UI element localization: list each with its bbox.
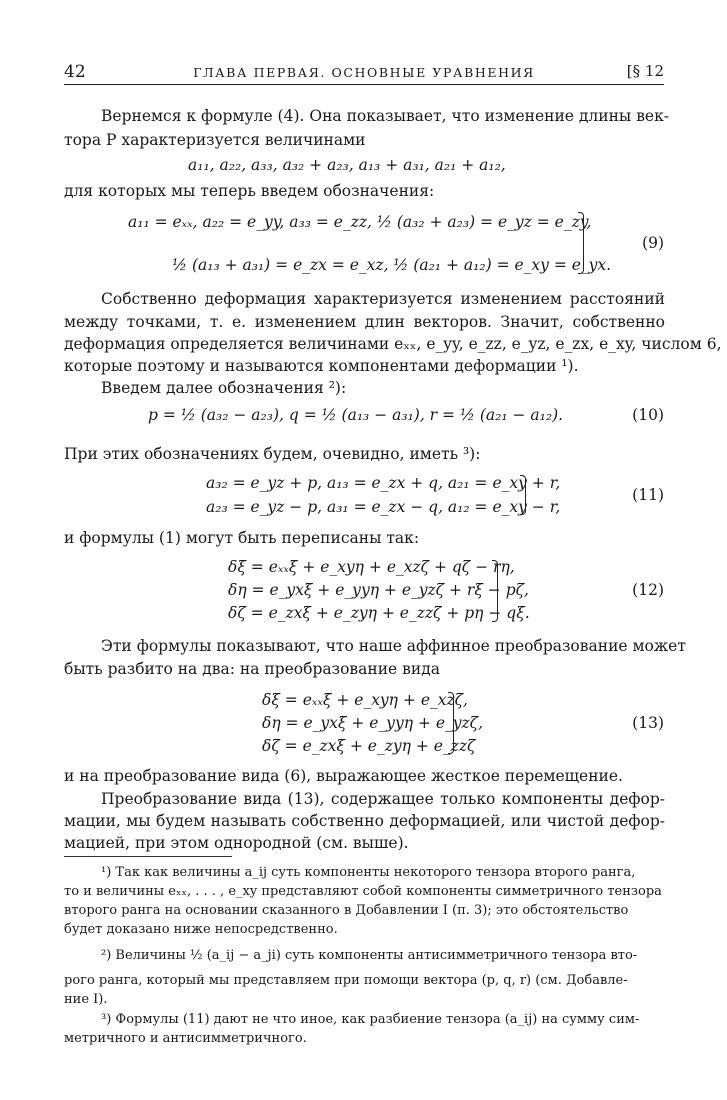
footnote-line: ние I). [64,992,108,1007]
equation-13-line-2: δη = e_yxξ + e_yyη + e_yzζ, [262,714,483,732]
paragraph-line: и на преобразование вида (6), выражающее жесткое перемещение. [64,767,623,785]
footnote-line: ¹) Так как величины a_ij суть компоненты некоторого тензора второго ранга, [101,865,636,880]
paragraph-line: Введем далее обозначения ²): [101,379,347,397]
right-brace [448,692,454,754]
equation-12-line-2: δη = e_yxξ + e_yyη + e_yzζ + rξ − pζ, [228,581,529,599]
running-header [64,62,664,85]
paragraph-line: между точками, т. е. изменением длин векторов. Значит, собственно [64,313,665,331]
right-brace [492,560,498,622]
equation-12-line-1: δξ = eₓₓξ + e_xyη + e_xzζ + qζ − rη, [228,558,515,576]
paragraph-line: мации, мы будем называть собственно деформацией, или чистой дефор- [64,812,665,830]
equation-12-line-3: δζ = e_zxξ + e_zyη + e_zzζ + pη − qξ. [228,604,530,622]
chapter-title: ГЛАВА ПЕРВАЯ. ОСНОВНЫЕ УРАВНЕНИЯ [193,65,535,80]
equation-10: p = ½ (a₃₂ − a₂₃), q = ½ (a₁₃ − a₃₁), r = ½ (a₂₁ − a₁₂). [148,406,564,424]
equation-number: (9) [642,234,664,252]
equation-11-line-1: a₃₂ = e_yz + p, a₁₃ = e_zx + q, a₂₁ = e_xy + r, [206,474,561,492]
footnote-line: метричного и антисимметричного. [64,1031,307,1046]
equation-a-list: a₁₁, a₂₂, a₃₃, a₃₂ + a₂₃, a₁₃ + a₃₁, a₂₁ + a₁₂, [188,156,506,174]
section-marker: [§ 12 [626,62,664,80]
footnote-line: рого ранга, который мы представляем при помощи вектора (p, q, r) (см. Добавле- [64,973,628,988]
equation-9-line-1: a₁₁ = eₓₓ, a₂₂ = e_yy, a₃₃ = e_zz, ½ (a₃₂ + a₂₃) = e_yz = e_zy, [128,213,592,231]
paragraph-line: деформация определяется величинами eₓₓ, e_yy, e_zz, e_yz, e_zx, e_xy, числом 6, [64,335,722,353]
paragraph-line: Вернемся к формуле (4). Она показывает, что изменение длины век- [101,107,670,125]
paragraph-line: Преобразование вида (13), содержащее только компоненты дефор- [101,790,665,808]
equation-number: (13) [632,714,664,732]
footnote-line: будет доказано ниже непосредственно. [64,922,338,937]
equation-number: (10) [632,406,664,424]
paragraph-line: мацией, при этом однородной (см. выше). [64,834,409,852]
footnote-line: второго ранга на основании сказанного в Добавлении I (п. 3); это обстоятельство [64,903,629,918]
paragraph-line: которые поэтому и называются компонентами деформации ¹). [64,357,579,375]
footnote-line: ³) Формулы (11) дают не что иное, как разбиение тензора (a_ij) на сумму сим- [101,1012,640,1027]
paragraph-line: для которых мы теперь введем обозначения: [64,182,435,200]
paragraph-line: и формулы (1) могут быть переписаны так: [64,529,420,547]
footnote-line: ²) Величины ½ (a_ij − a_ji) суть компоненты антисимметричного тензора вто- [101,948,638,963]
footnote-line: то и величины eₓₓ, . . . , e_xy представляют собой компоненты симметричного тензора [64,884,662,899]
paragraph-line: тора P характеризуется величинами [64,131,366,149]
equation-number: (11) [632,486,664,504]
equation-9-line-2: ½ (a₁₃ + a₃₁) = e_zx = e_xz, ½ (a₂₁ + a₁₂) = e_xy = e_yx. [172,256,612,274]
paragraph-line: быть разбито на два: на преобразование вида [64,660,440,678]
footnote-rule [64,856,232,857]
paragraph-line: При этих обозначениях будем, очевидно, иметь ³): [64,445,481,463]
paragraph-line: Эти формулы показывают, что наше аффинное преобразование может [101,637,686,655]
equation-number: (12) [632,581,664,599]
paragraph-line: Собственно деформация характеризуется изменением расстояний [101,290,665,308]
equation-13-line-1: δξ = eₓₓξ + e_xyη + e_xzζ, [262,691,468,709]
page-number: 42 [64,62,86,82]
equation-11-line-2: a₂₃ = e_yz − p, a₃₁ = e_zx − q, a₁₂ = e_xy − r, [206,498,561,516]
right-brace [578,212,584,274]
equation-13-line-3: δζ = e_zxξ + e_zyη + e_zzζ [262,737,476,755]
right-brace [520,475,526,515]
